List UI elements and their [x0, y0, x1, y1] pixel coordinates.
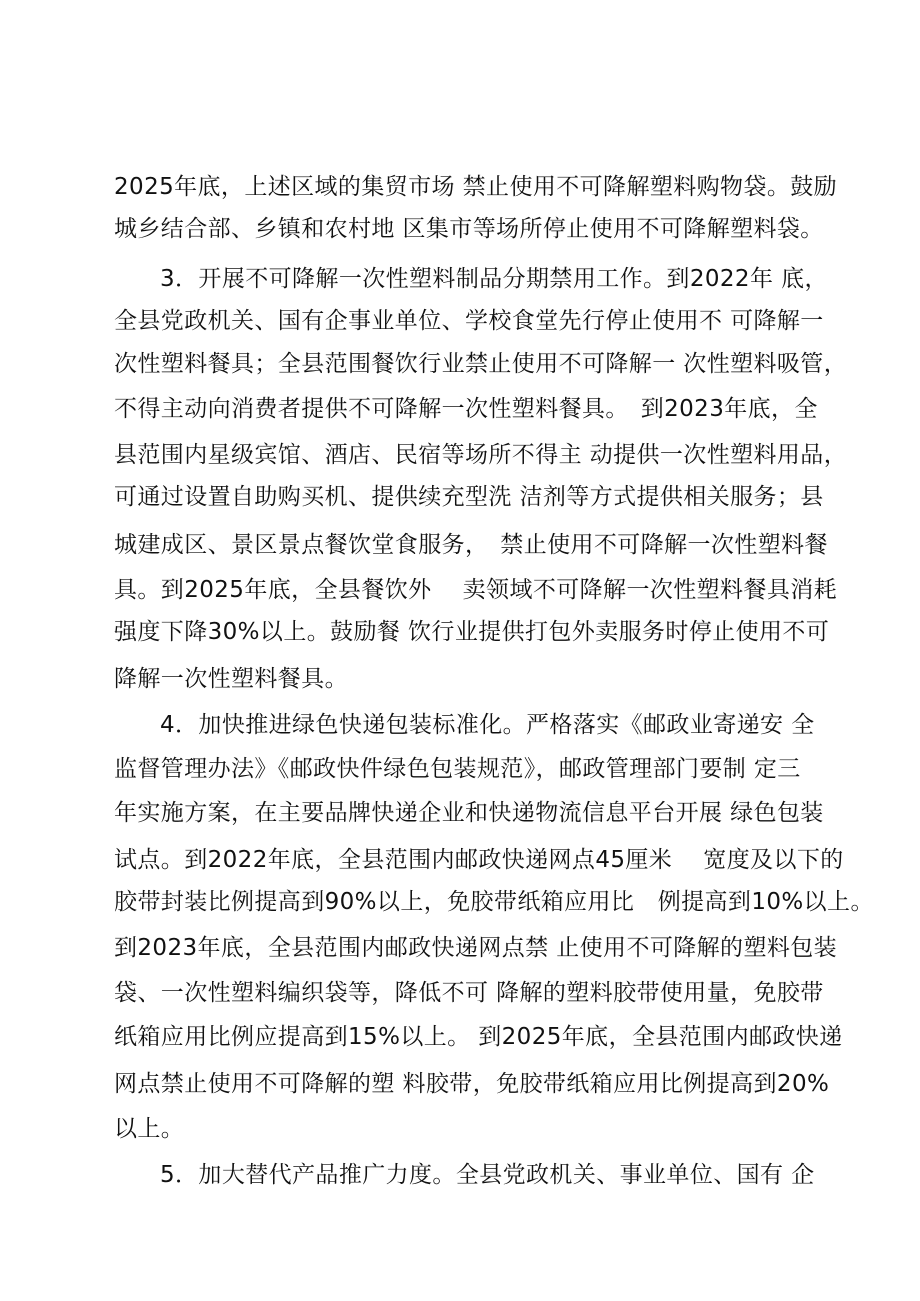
text-line: 具。到2025年底，全县餐饮外 卖领域不可降解一次性塑料餐具消耗: [114, 577, 838, 603]
text-line: 到2023年底，全县范围内邮政快递网点禁 止使用不可降解的塑料包装: [114, 935, 838, 961]
text-line: 以上。: [114, 1116, 185, 1142]
text-line: 可通过设置自助购买机、提供续充型洗 洁剂等方式提供相关服务；县: [114, 484, 824, 510]
paragraph-4-start: 4．加快推进绿色快递包装标准化。严格落实《邮政业寄递安 全: [160, 712, 815, 738]
text-line: 试点。到2022年底，全县范围内邮政快递网点45厘米 宽度及以下的: [114, 847, 844, 873]
text-line: 城乡结合部、乡镇和农村地 区集市等场所停止使用不可降解塑料袋。: [114, 216, 824, 242]
text-line: 强度下降30%以上。鼓励餐 饮行业提供打包外卖服务时停止使用不可: [114, 619, 830, 645]
text-line: 袋、一次性塑料编织袋等，降低不可 降解的塑料胶带使用量，免胶带: [114, 980, 824, 1006]
text-line: 降解一次性塑料餐具。: [114, 666, 348, 692]
text-line: 胶带封装比例提高到90%以上，免胶带纸箱应用比 例提高到10%以上。: [114, 889, 874, 915]
text-line: 监督管理办法》《邮政快件绿色包装规范》，邮政管理部门要制 定三: [114, 756, 801, 782]
text-line: 纸箱应用比例应提高到15%以上。 到2025年底，全县范围内邮政快递: [114, 1024, 843, 1050]
text-line: 不得主动向消费者提供不可降解一次性塑料餐具。 到2023年底，全: [114, 396, 818, 422]
text-line: 全县党政机关、国有企事业单位、学校食堂先行停止使用不 可降解一: [114, 308, 824, 334]
text-line: 2025年底，上述区域的集贸市场 禁止使用不可降解塑料购物袋。鼓励: [114, 174, 838, 200]
paragraph-5-start: 5．加大替代产品推广力度。全县党政机关、事业单位、国有 企: [160, 1162, 815, 1188]
text-line: 次性塑料餐具；全县范围餐饮行业禁止使用不可降解一 次性塑料吸管，: [114, 351, 848, 377]
text-line: 网点禁止使用不可降解的塑 料胶带，免胶带纸箱应用比例提高到20%: [114, 1071, 830, 1097]
text-line: 城建成区、景区景点餐饮堂食服务， 禁止使用不可降解一次性塑料餐: [114, 532, 828, 558]
paragraph-3-start: 3．开展不可降解一次性塑料制品分期禁用工作。到2022年 底，: [160, 266, 828, 292]
text-line: 县范围内星级宾馆、酒店、民宿等场所不得主 动提供一次性塑料用品，: [114, 442, 848, 468]
text-line: 年实施方案，在主要品牌快递企业和快递物流信息平台开展 绿色包装: [114, 800, 824, 826]
